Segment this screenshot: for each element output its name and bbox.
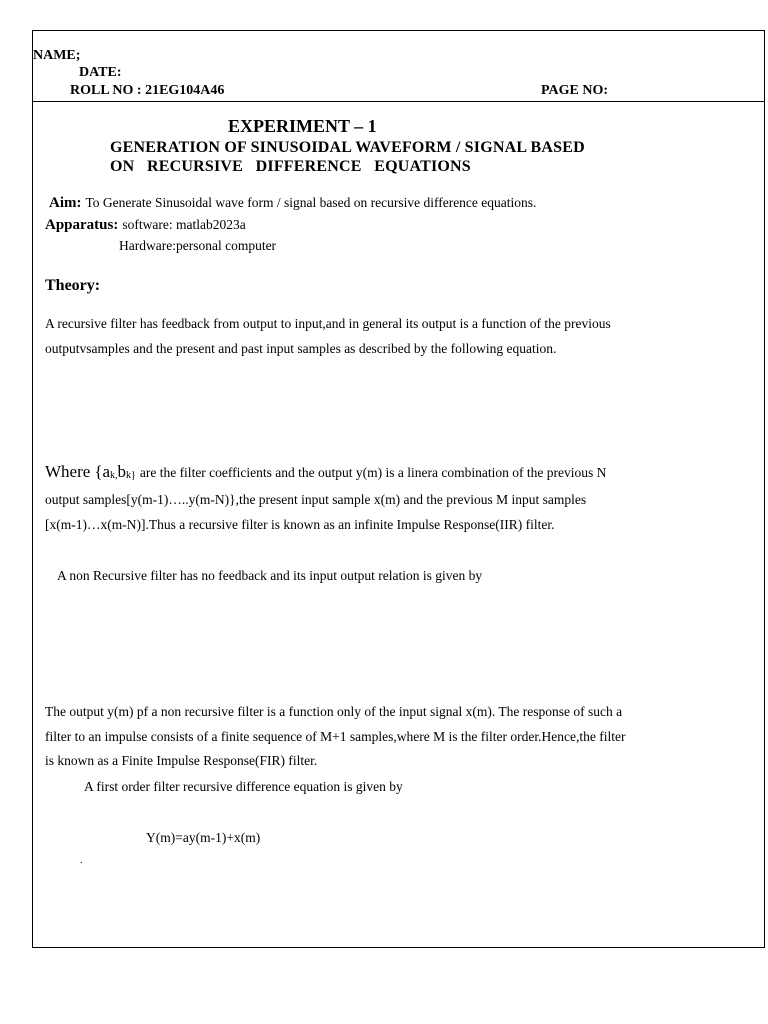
page-number-label: PAGE NO: [541,83,609,98]
where-word: Where [45,462,91,481]
stray-dot: . [80,855,83,866]
aim-text: To Generate Sinusoidal wave form / signal based on recursive difference equations. [85,195,537,210]
theory-para1-line1: A recursive filter has feedback from output to input,and in general its output is a function of the previous [45,316,611,331]
theory-para2-line1-rest: are the filter coefficients and the output y(m) is a linera combination of the previous N [139,465,607,480]
coef-a-subscript: k, [110,470,118,481]
apparatus-line [45,216,246,234]
apparatus-hardware: Hardware:personal computer [119,238,277,253]
roll-number: ROLL NO : 21EG104A46 [70,83,225,98]
coef-a: a [102,462,111,481]
theory-heading: Theory: [45,277,101,294]
title-line-2: ON RECURSIVE DIFFERENCE EQUATIONS [110,158,471,175]
coef-b-subscript: k} [126,470,136,481]
name-label: NAME; [33,48,81,63]
theory-para2-line2: output samples[y(m-1)…..y(m-N)},the present input sample x(m) and the previous M input samples [45,492,587,507]
theory-para4-line1: The output y(m) pf a non recursive filter is a function only of the input signal x(m). The response of such a [45,704,623,719]
title-line-1: GENERATION OF SINUSOIDAL WAVEFORM / SIGNAL BASED [110,139,585,156]
theory-para4-line3: is known as a Finite Impulse Response(FIR) filter. [45,753,318,768]
theory-para1-line2: outputvsamples and the present and past input samples as described by the following equation. [45,341,557,356]
theory-para3: A non Recursive filter has no feedback and its input output relation is given by [57,568,483,583]
difference-equation: Y(m)=ay(m-1)+x(m) [146,830,261,845]
aim-line [49,194,536,212]
theory-para2-line1 [45,462,606,482]
document-page [32,30,765,948]
date-label: DATE: [79,65,122,80]
theory-para5: A first order filter recursive difference equation is given by [84,779,403,794]
experiment-title: EXPERIMENT – 1 [228,116,377,136]
theory-para4-line2: filter to an impulse consists of a finite sequence of M+1 samples,where M is the filter order.Hence,the filter [45,729,626,744]
apparatus-label: Apparatus: [45,217,119,233]
coef-b: b [117,462,127,481]
theory-para2-line3: [x(m-1)…x(m-N)].Thus a recursive filter is known as an infinite Impulse Response(IIR) filter. [45,517,555,532]
coef-brace: { [94,462,103,481]
aim-label: Aim: [49,195,82,211]
apparatus-software: software: matlab2023a [122,217,246,232]
